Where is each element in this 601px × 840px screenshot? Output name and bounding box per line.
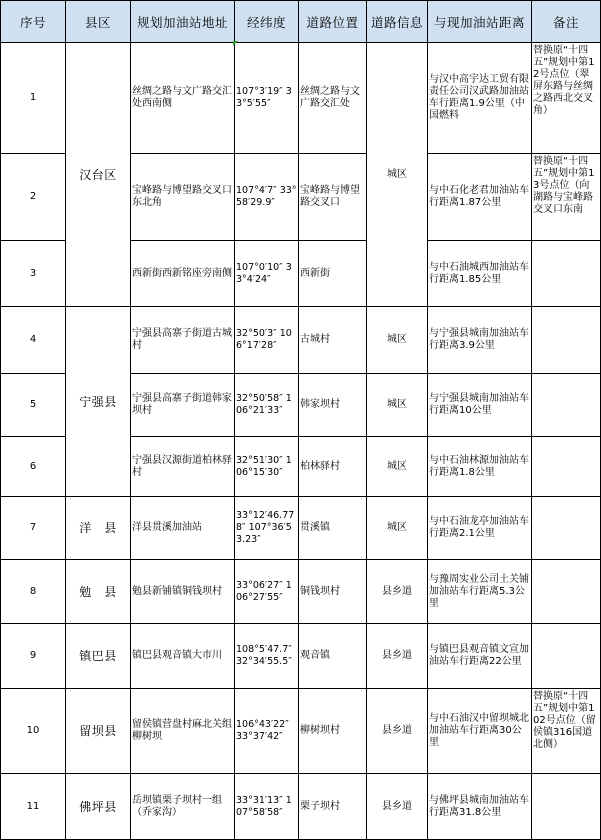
coord-cell: 32°51′30″ 106°15′30″: [235, 437, 299, 497]
row-number: 11: [1, 774, 66, 840]
header-cell: 序号: [1, 1, 66, 43]
note-cell: [532, 437, 601, 497]
county-cell: 宁强县: [66, 307, 131, 497]
note-cell: [532, 624, 601, 689]
table-row: [1, 774, 601, 840]
distance-cell: 与宁强县城南加油站车行距离10公里: [428, 374, 532, 437]
road-info-cell: 城区: [367, 497, 428, 560]
note-cell: [532, 774, 601, 840]
road-info-cell: 城区: [367, 307, 428, 374]
row-number: 10: [1, 689, 66, 774]
header-cell: 道路位置: [299, 1, 367, 43]
cell-comment-marker: [233, 41, 238, 46]
row-number: 9: [1, 624, 66, 689]
address-cell: 西新街西新铭座旁南侧: [131, 241, 235, 307]
address-cell: 岳坝镇栗子坝村一组（乔家沟）: [131, 774, 235, 840]
row-number: 3: [1, 241, 66, 307]
table-row: [1, 497, 601, 560]
road-cell: 铜钱坝村: [299, 560, 367, 624]
county-cell: 勉 县: [66, 560, 131, 624]
road-cell: 西新街: [299, 241, 367, 307]
row-number: 6: [1, 437, 66, 497]
coord-cell: 108°5′47.7″ 32°34′55.5″: [235, 624, 299, 689]
header-cell: 备注: [532, 1, 601, 43]
note-cell: 替换原“十四五”规划中第12号点位（翠屏东路与丝绸之路西北交叉角）: [532, 43, 601, 154]
distance-cell: 与中石油林源加油站车行距离1.8公里: [428, 437, 532, 497]
row-number: 4: [1, 307, 66, 374]
address-cell: 宝峰路与博望路交叉口东北角: [131, 154, 235, 241]
road-cell: 柏林驿村: [299, 437, 367, 497]
table-header-row: [1, 1, 601, 43]
header-cell: 规划加油站地址: [131, 1, 235, 43]
road-info-cell: 县乡道: [367, 560, 428, 624]
table-row: [1, 624, 601, 689]
table-row: [1, 43, 601, 154]
table-row: [1, 689, 601, 774]
address-cell: 丝绸之路与文广路交汇处西南侧: [131, 43, 235, 154]
county-cell: 镇巴县: [66, 624, 131, 689]
table-row: [1, 307, 601, 374]
header-cell: 经纬度: [235, 1, 299, 43]
road-cell: 栗子坝村: [299, 774, 367, 840]
distance-cell: 与中石油龙亭加油站车行距离2.1公里: [428, 497, 532, 560]
road-cell: 贯溪镇: [299, 497, 367, 560]
road-info-cell: 城区: [367, 437, 428, 497]
road-info-cell: 县乡道: [367, 689, 428, 774]
address-cell: 宁强县汉源街道柏林驿村: [131, 437, 235, 497]
address-cell: 宁强县高寨子街道韩家坝村: [131, 374, 235, 437]
road-cell: 韩家坝村: [299, 374, 367, 437]
county-cell: 汉台区: [66, 43, 131, 307]
distance-cell: 与中石化老君加油站车行距离1.87公里: [428, 154, 532, 241]
table-row: [1, 560, 601, 624]
row-number: 7: [1, 497, 66, 560]
distance-cell: 与佛坪县城南加油站车行距离31.8公里: [428, 774, 532, 840]
address-cell: 勉县新铺镇铜钱坝村: [131, 560, 235, 624]
county-cell: 洋 县: [66, 497, 131, 560]
distance-cell: 与宁强县城南加油站车行距离3.9公里: [428, 307, 532, 374]
distance-cell: 与豫周实业公司土关铺加油站车行距离5.3公里: [428, 560, 532, 624]
road-info-cell: 县乡道: [367, 774, 428, 840]
county-cell: 留坝县: [66, 689, 131, 774]
note-cell: [532, 374, 601, 437]
note-cell: [532, 497, 601, 560]
header-cell: 与现加油站距离: [428, 1, 532, 43]
coord-cell: 107°0′10″ 33°4′24″: [235, 241, 299, 307]
coord-cell: 107°4′7″ 33°58′29.9″: [235, 154, 299, 241]
coord-cell: 32°50′3″ 106°17′28″: [235, 307, 299, 374]
note-cell: 替换原“十四五”规划中第13号点位（向湖路与宝峰路交叉口东南: [532, 154, 601, 241]
address-cell: 留侯镇营盘村麻北关组柳树坝: [131, 689, 235, 774]
coord-cell: 33°06′27″ 106°27′55″: [235, 560, 299, 624]
address-cell: 镇巴县观音镇大市川: [131, 624, 235, 689]
road-cell: 柳树坝村: [299, 689, 367, 774]
coord-cell: 33°31′13″ 107°58′58″: [235, 774, 299, 840]
note-cell: [532, 560, 601, 624]
county-cell: 佛坪县: [66, 774, 131, 840]
note-cell: 替换原“十四五”规划中第102号点位（留侯镇316国道北侧）: [532, 689, 601, 774]
row-number: 5: [1, 374, 66, 437]
road-info-cell: 县乡道: [367, 624, 428, 689]
distance-cell: 与中石油汉中留坝城北加油站车行距离30公里: [428, 689, 532, 774]
road-info-cell: 城区: [367, 374, 428, 437]
road-cell: 观音镇: [299, 624, 367, 689]
road-cell: 古城村: [299, 307, 367, 374]
note-cell: [532, 241, 601, 307]
row-number: 2: [1, 154, 66, 241]
address-cell: 洋县贯溪加油站: [131, 497, 235, 560]
road-cell: 丝绸之路与文广路交汇处: [299, 43, 367, 154]
address-cell: 宁强县高寨子街道古城村: [131, 307, 235, 374]
road-info-cell: 城区: [367, 43, 428, 307]
coord-cell: 32°50′58″ 106°21′33″: [235, 374, 299, 437]
road-cell: 宝峰路与博望路交叉口: [299, 154, 367, 241]
header-cell: 道路信息: [367, 1, 428, 43]
coord-cell: 106°43′22″ 33°37′42″: [235, 689, 299, 774]
row-number: 8: [1, 560, 66, 624]
distance-cell: 与汉中高宇达工贸有限责任公司汉武路加油站车行距离1.9公里（中国燃料: [428, 43, 532, 154]
header-cell: 县区: [66, 1, 131, 43]
row-number: 1: [1, 43, 66, 154]
coord-cell: 33°12′46.778″ 107°36′53.23″: [235, 497, 299, 560]
note-cell: [532, 307, 601, 374]
distance-cell: 与镇巴县观音镇文宣加油站车行距离22公里: [428, 624, 532, 689]
distance-cell: 与中石油城西加油站车行距离1.85公里: [428, 241, 532, 307]
coord-cell: 107°3′19″ 33°5′55″: [235, 43, 299, 154]
